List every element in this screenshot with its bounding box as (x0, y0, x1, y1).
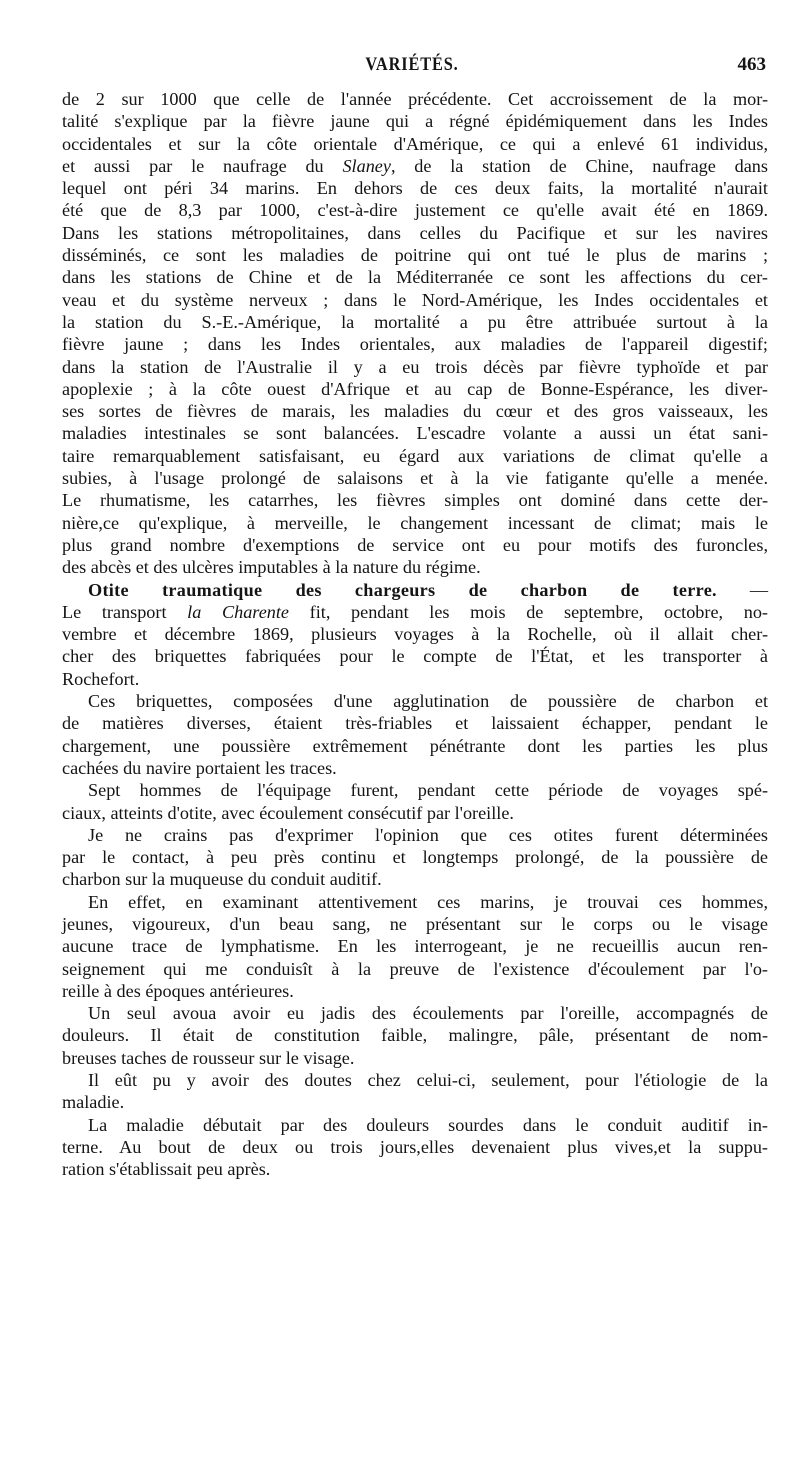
text-line: aucune trace de lymphatisme. En les interrogeant, je ne recueillis aucun ren- (62, 936, 768, 957)
text-line: dans les stations de Chine et de la Méditerranée ce sont les affections du cer- (62, 267, 768, 288)
text-line: disséminés, ce sont les maladies de poitrine qui ont tué le plus de marins ; (62, 245, 768, 266)
text-line: Sept hommes de l'équipage furent, pendant cette période de voyages spé- (88, 780, 768, 801)
text-line: de 2 sur 1000 que celle de l'année précédente. Cet accroissement de la mor- (62, 89, 768, 109)
text-line: ciaux, atteints d'otite, avec écoulement consécutif par l'oreille. (62, 802, 514, 823)
text-line: occidentales et sur la côte orientale d'Amérique, ce qui a enlevé 61 individus, (62, 133, 768, 154)
section-title (62, 579, 768, 601)
running-title: VARIÉTÉS. (365, 54, 459, 75)
text-line: dans la station de l'Australie il y a eu trois décès par fièvre typhoïde et par (62, 356, 768, 377)
text-line: seignement qui me conduisît à la preuve de l'existence d'écoulement par l'o- (62, 958, 768, 979)
text-line: Dans les stations métropolitaines, dans celles du Pacifique et sur les navires (62, 222, 768, 243)
text-line: cachées du navire portaient les traces. (62, 757, 337, 778)
text-line: et aussi par le naufrage du Slaney, de la station de Chine, naufrage dans (62, 155, 768, 176)
text-line: breuses taches de rousseur sur le visage. (62, 1047, 355, 1068)
text-line: chargement, une poussière extrêmement pénétrante dont les parties les plus (62, 735, 768, 756)
text-line: subies, à l'usage prolongé de salaisons et à la vie fatigante qu'elle a menée. (62, 468, 768, 489)
text-line: par le contact, à peu près continu et longtemps prolongé, de la poussière de (62, 847, 768, 868)
page-number: 463 (737, 54, 766, 75)
text-line: taire remarquablement satisfaisant, eu égard aux variations de climat qu'elle a (62, 445, 768, 466)
text-line: plus grand nombre d'exemptions de service ont eu pour motifs des furoncles, (62, 534, 768, 555)
text-line: reille à des époques antérieures. (62, 980, 294, 1001)
text-line: Rochefort. (62, 668, 140, 689)
text-line: maladies intestinales se sont balancées. L'escadre volante a aussi un état sani- (62, 423, 768, 444)
text-line: douleurs. Il était de constitution faible, malingre, pâle, présentant de nom- (62, 1025, 768, 1046)
text-line: Je ne crains pas d'exprimer l'opinion que ces otites furent déterminées (88, 824, 768, 845)
text-line: talité s'explique par la fièvre jaune qui a régné épidémiquement dans les Indes (62, 111, 768, 132)
body-text (62, 88, 768, 1181)
text-line: été que de 8,3 par 1000, c'est-à-dire justement ce qu'elle avait été en 1869. (62, 200, 768, 221)
text-line: fièvre jaune ; dans les Indes orientales, aux maladies de l'appareil digestif; (62, 334, 768, 355)
text-line: jeunes, vigoureux, d'un beau sang, ne présentant sur le corps ou le visage (62, 913, 768, 934)
section-title-text: Otite traumatique des chargeurs de charbon de terre. (88, 579, 717, 600)
text-line: cher des briquettes fabriquées pour le compte de l'État, et les transporter à (62, 646, 768, 667)
text-line: Un seul avoua avoir eu jadis des écoulements par l'oreille, accompagnés de (88, 1003, 768, 1024)
text-line: Le transport la Charente fit, pendant les mois de septembre, octobre, no- (62, 601, 768, 622)
text-line: terne. Au bout de deux ou trois jours,elles devenaient plus vives,et la suppu- (62, 1136, 768, 1157)
text-line: vembre et décembre 1869, plusieurs voyages à la Rochelle, où il allait cher- (62, 624, 768, 645)
section-title-dash: — (716, 579, 769, 600)
text-line: maladie. (62, 1092, 125, 1113)
text-line: En effet, en examinant attentivement ces marins, je trouvai ces hommes, (88, 891, 768, 912)
text-line: Il eût pu y avoir des doutes chez celui-ci, seulement, pour l'étiologie de la (88, 1070, 768, 1091)
page-header (58, 54, 766, 84)
text-line: charbon sur la muqueuse du conduit auditif. (62, 869, 382, 890)
text-line: veau et du système nerveux ; dans le Nord-Amérique, les Indes occidentales et (62, 289, 768, 310)
text-line: ration s'établissait peu après. (62, 1159, 271, 1180)
text-line: Le rhumatisme, les catarrhes, les fièvres simples ont dominé dans cette der- (62, 490, 768, 511)
text-line: la station du S.-E.-Amérique, la mortalité a pu être attribuée surtout à la (62, 311, 768, 332)
text-line: La maladie débutait par des douleurs sourdes dans le conduit auditif in- (88, 1114, 768, 1135)
text-line: des abcès et des ulcères imputables à la nature du régime. (62, 557, 481, 578)
text-line: de matières diverses, étaient très-friables et laissaient échapper, pendant le (62, 713, 768, 734)
text-line: ses sortes de fièvres de marais, les maladies du cœur et des gros vaisseaux, les (62, 401, 768, 422)
text-line: lequel ont péri 34 marins. En dehors de ces deux faits, la mortalité n'aurait (62, 178, 768, 199)
text-line: Ces briquettes, composées d'une agglutination de poussière de charbon et (88, 691, 768, 712)
text-line: apoplexie ; à la côte ouest d'Afrique et au cap de Bonne-Espérance, les diver- (62, 378, 768, 399)
text-line: nière,ce qu'explique, à merveille, le changement incessant de climat; mais le (62, 512, 768, 533)
